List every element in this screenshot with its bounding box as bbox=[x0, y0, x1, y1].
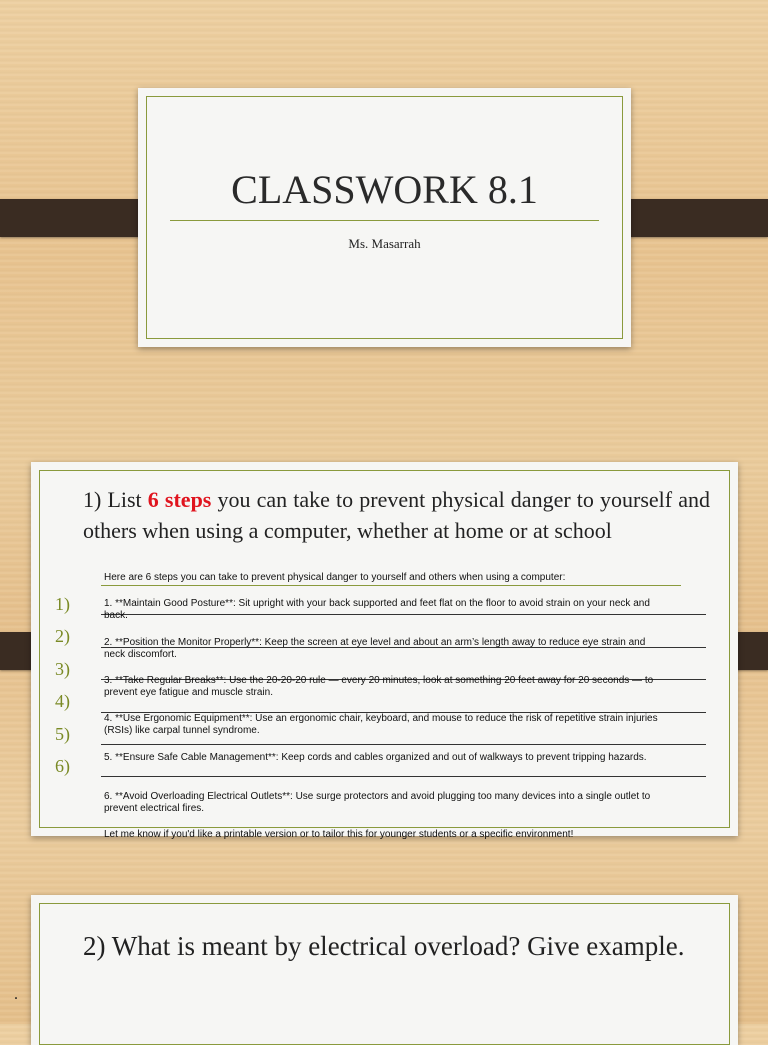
question-1-text: 1) List 6 steps you can take to prevent physical danger to yourself and others when using a computer, whether at home or at school bbox=[83, 487, 710, 543]
slide-title: CLASSWORK 8.1 bbox=[231, 167, 538, 212]
answer-step-5: 5. **Ensure Safe Cable Management**: Keep cords and cables organized and out of walkways to prevent tripping hazards. bbox=[104, 752, 647, 763]
intro-underline bbox=[101, 585, 681, 586]
strap-left-1 bbox=[0, 199, 156, 237]
question-1-slide bbox=[31, 462, 738, 840]
answer-step-6: 6. **Avoid Overloading Electrical Outlets**: Use surge protectors and avoid plugging too many devices into a single outlet to prevent electrical fires. bbox=[104, 791, 651, 814]
answer-closing: Let me know if you'd like a printable version or to tailor this for younger students or a specific environment! bbox=[104, 829, 574, 840]
number-label-1: 1) bbox=[55, 594, 70, 614]
question-2-slide bbox=[31, 895, 738, 1045]
title-slide bbox=[138, 88, 631, 347]
answer-step-2: 2. **Position the Monitor Properly**: Keep the screen at eye level and about an arm’s length away to reduce eye strain and neck discomfort. bbox=[104, 637, 646, 660]
answer-line-5 bbox=[101, 744, 706, 745]
number-label-4: 4) bbox=[55, 691, 70, 711]
number-label-2: 2) bbox=[55, 626, 70, 646]
answer-step-1: 1. **Maintain Good Posture**: Sit upright with your back supported and feet flat on the floor to avoid strain on your neck and back. bbox=[104, 598, 650, 621]
question-1-highlight: 6 steps bbox=[147, 487, 212, 512]
answer-intro: Here are 6 steps you can take to prevent physical danger to yourself and others when using a computer: bbox=[104, 572, 566, 583]
page-marker: . bbox=[14, 986, 18, 1003]
strap-right-1 bbox=[613, 199, 768, 237]
question-2-text: 2) What is meant by electrical overload? Give example. bbox=[83, 931, 685, 961]
answer-line-6 bbox=[101, 776, 706, 777]
title-divider bbox=[170, 220, 599, 221]
answer-step-4: 4. **Use Ergonomic Equipment**: Use an ergonomic chair, keyboard, and mouse to reduce the risk of repetitive strain injuries (RSIs) like carpal tunnel syndrome. bbox=[104, 713, 658, 736]
title-slide-frame bbox=[146, 96, 623, 339]
number-label-3: 3) bbox=[55, 659, 70, 679]
number-label-6: 6) bbox=[55, 756, 70, 776]
number-label-5: 5) bbox=[55, 724, 70, 744]
slide-subtitle: Ms. Masarrah bbox=[348, 236, 421, 251]
answer-step-3: 3. **Take Regular Breaks**: Use the 20-20-20 rule — every 20 minutes, look at something 20 feet away for 20 seconds — to prevent eye fatigue and muscle strain. bbox=[104, 675, 654, 698]
